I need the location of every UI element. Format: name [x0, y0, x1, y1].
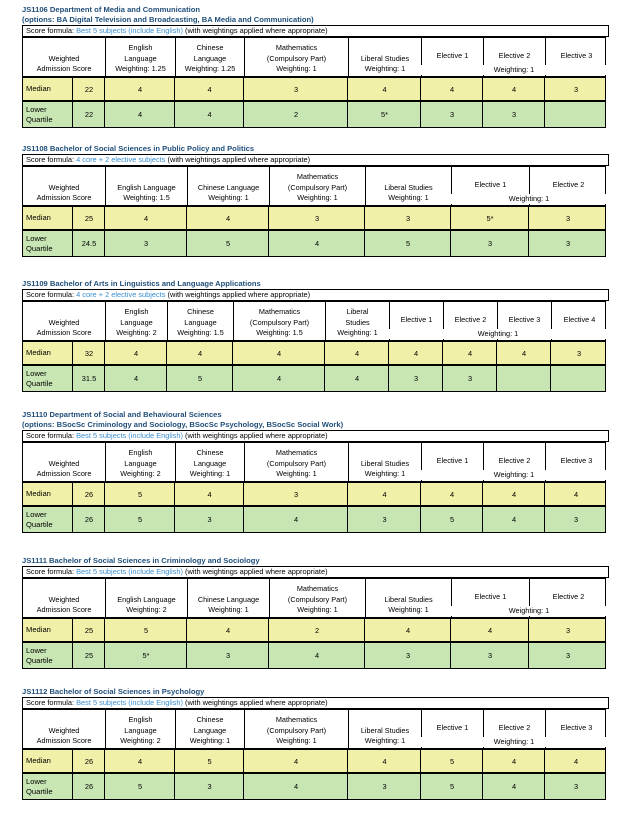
chinese-header: Chinese Language Weighting: 1.5 [167, 302, 233, 340]
column-divider [528, 619, 529, 641]
column-divider [420, 750, 421, 772]
elective-2-header: Elective 2 [529, 167, 607, 205]
median-score: 32 [84, 348, 94, 358]
mathematics-header: Mathematics (Compulsory Part) Weighting: 1 [269, 579, 365, 617]
elective-weighting: Weighting: 1 [421, 470, 607, 480]
column-divider [347, 507, 348, 532]
column-divider [550, 342, 551, 364]
column-divider [450, 207, 451, 229]
column-divider [347, 483, 348, 505]
column-divider [72, 231, 73, 256]
formula-highlight: 4 core + 2 elective subjects [76, 290, 166, 299]
column-divider [104, 619, 105, 641]
chinese-header: Chinese Language Weighting: 1 [187, 167, 269, 205]
column-divider [104, 507, 105, 532]
english-header: English Language Weighting: 2 [105, 710, 175, 748]
column-divider [243, 750, 244, 772]
elective-3-header: Elective 3 [545, 38, 607, 76]
table-header [22, 709, 606, 749]
column-divider [347, 750, 348, 772]
median-row: Median 32 4 4 4 4 4 4 4 3 [22, 341, 606, 365]
lower-quartile-score: 22 [84, 110, 94, 119]
programme-title: JS1106 Department of Media and Communication [22, 5, 201, 14]
column-divider [72, 102, 73, 127]
column-divider [72, 342, 73, 364]
column-divider [72, 366, 73, 391]
column-divider [347, 102, 348, 127]
elective-2-header: Elective 2 [483, 38, 545, 76]
column-divider [72, 507, 73, 532]
column-divider [544, 507, 545, 532]
mathematics-header: Mathematics (Compulsory Part) Weighting: 1 [244, 38, 348, 76]
programme-title: JS1112 Bachelor of Social Sciences in Psychology [22, 687, 205, 696]
mathematics-header: Mathematics (Compulsory Part) Weighting: 1 [244, 443, 348, 481]
column-divider [186, 619, 187, 641]
elective-weighting: Weighting: 1 [421, 65, 607, 75]
elective-4-header: Elective 4 [551, 302, 607, 340]
median-row: Median 26 5 4 3 4 4 4 4 [22, 482, 606, 506]
english-header: English Language Weighting: 1.5 [105, 167, 187, 205]
column-divider [104, 483, 105, 505]
formula-highlight: Best 5 subjects (include English) [76, 567, 183, 576]
column-divider [174, 102, 175, 127]
column-divider [104, 342, 105, 364]
median-score: 26 [84, 489, 94, 499]
chinese-header: Chinese Language Weighting: 1 [175, 443, 244, 481]
score-formula: Score formula: 4 core + 2 elective subjects (with weightings applied where appropriate) [22, 289, 609, 301]
column-divider [243, 102, 244, 127]
column-divider [174, 750, 175, 772]
programme-title: JS1110 Department of Social and Behavioural Sciences [22, 410, 222, 419]
column-divider [72, 643, 73, 668]
column-divider [450, 619, 451, 641]
liberal-studies-header: Liberal Studies Weighting: 1 [348, 38, 421, 76]
lower-quartile-row: Lower Quartile 26 5 3 4 3 5 4 3 [22, 506, 606, 533]
median-row: Median 25 5 4 2 4 4 3 [22, 618, 606, 642]
elective-3-header: Elective 3 [545, 443, 607, 481]
column-divider [174, 483, 175, 505]
chinese-header: Chinese Language Weighting: 1 [187, 579, 269, 617]
programme-options: (options: BSocSc Criminology and Sociology, BSocSc Psychology, BSocSc Social Work) [22, 420, 344, 429]
column-divider [174, 774, 175, 799]
mathematics-header: Mathematics (Compulsory Part) Weighting: 1 [269, 167, 365, 205]
column-divider [450, 231, 451, 256]
column-divider [347, 78, 348, 100]
column-divider [496, 342, 497, 364]
score-formula: Score formula: Best 5 subjects (include English) (with weightings applied where appropriate) [22, 697, 609, 709]
elective-1-header: Elective 1 [451, 167, 529, 205]
column-divider [528, 231, 529, 256]
formula-highlight: Best 5 subjects (include English) [76, 698, 183, 707]
english-header: English Language Weighting: 2 [105, 302, 167, 340]
column-divider [174, 507, 175, 532]
table-header [22, 442, 606, 482]
column-divider [166, 366, 167, 391]
lower-quartile-row: Lower Quartile 26 5 3 4 3 5 4 3 [22, 773, 606, 800]
column-divider [364, 207, 365, 229]
elective-1-header: Elective 1 [389, 302, 443, 340]
elective-1-header: Elective 1 [421, 443, 483, 481]
liberal-studies-header: Liberal Studies Weighting: 1 [365, 579, 451, 617]
elective-weighting: Weighting: 1 [389, 329, 607, 339]
lower-quartile-score: 24.5 [81, 239, 97, 248]
weighted-admission-header: Weighted Admission Score [36, 182, 92, 203]
column-divider [243, 774, 244, 799]
elective-weighting: Weighting: 1 [421, 737, 607, 747]
lower-quartile-row: Lower Quartile 31.5 4 5 4 4 3 3 [22, 365, 606, 392]
column-divider [186, 207, 187, 229]
median-score: 22 [84, 84, 94, 94]
median-row: Median 22 4 4 3 4 4 4 3 [22, 77, 606, 101]
programme-js1108 [22, 143, 606, 253]
weighted-admission-header: Weighted Admission Score [36, 53, 92, 74]
column-divider [420, 78, 421, 100]
english-header: English Language Weighting: 1.25 [105, 38, 175, 76]
column-divider [72, 774, 73, 799]
column-divider [104, 750, 105, 772]
score-formula: Score formula: Best 5 subjects (include English) (with weightings applied where appropriate) [22, 25, 609, 37]
elective-3-header: Elective 3 [497, 302, 551, 340]
column-divider [72, 207, 73, 229]
column-divider [544, 774, 545, 799]
column-divider [104, 207, 105, 229]
column-divider [347, 774, 348, 799]
column-divider [72, 78, 73, 100]
column-divider [186, 643, 187, 668]
column-divider [388, 342, 389, 364]
column-divider [482, 774, 483, 799]
column-divider [174, 78, 175, 100]
elective-2-header: Elective 2 [529, 579, 607, 617]
column-divider [482, 102, 483, 127]
english-header: English Language Weighting: 2 [105, 443, 175, 481]
weighted-admission-header: Weighted Admission Score [36, 594, 92, 615]
column-divider [104, 102, 105, 127]
formula-highlight: 4 core + 2 elective subjects [76, 155, 166, 164]
liberal-studies-header: Liberal Studies Weighting: 1 [365, 167, 451, 205]
elective-2-header: Elective 2 [483, 710, 545, 748]
column-divider [528, 643, 529, 668]
lower-quartile-score: 31.5 [81, 374, 97, 383]
column-divider [268, 231, 269, 256]
column-divider [72, 483, 73, 505]
chinese-header: Chinese Language Weighting: 1 [175, 710, 244, 748]
lower-quartile-score: 26 [84, 782, 94, 791]
programme-js1106 [22, 4, 606, 124]
weighted-admission-header: Weighted Admission Score [36, 458, 92, 479]
column-divider [544, 78, 545, 100]
liberal-studies-header: Liberal Studies Weighting: 1 [348, 443, 421, 481]
column-divider [268, 643, 269, 668]
mathematics-header: Mathematics (Compulsory Part) Weighting: 1 [244, 710, 348, 748]
programme-js1112 [22, 686, 606, 796]
elective-weighting: Weighting: 1 [451, 194, 607, 204]
column-divider [420, 102, 421, 127]
column-divider [482, 507, 483, 532]
mathematics-header: Mathematics (Compulsory Part) Weighting: 1.5 [233, 302, 325, 340]
column-divider [104, 366, 105, 391]
column-divider [324, 342, 325, 364]
column-divider [104, 78, 105, 100]
column-divider [388, 366, 389, 391]
elective-2-header: Elective 2 [483, 443, 545, 481]
column-divider [442, 366, 443, 391]
median-row: Median 25 4 4 3 3 5* 3 [22, 206, 606, 230]
english-header: English Language Weighting: 2 [105, 579, 187, 617]
column-divider [104, 774, 105, 799]
score-formula: Score formula: Best 5 subjects (include English) (with weightings applied where appropriate) [22, 430, 609, 442]
formula-highlight: Best 5 subjects (include English) [76, 431, 183, 440]
elective-1-header: Elective 1 [421, 38, 483, 76]
column-divider [72, 619, 73, 641]
liberal-studies-header: Liberal Studies Weighting: 1 [325, 302, 389, 340]
column-divider [364, 643, 365, 668]
column-divider [268, 619, 269, 641]
column-divider [364, 231, 365, 256]
column-divider [420, 507, 421, 532]
column-divider [232, 342, 233, 364]
score-formula: Score formula: Best 5 subjects (include English) (with weightings applied where appropriate) [22, 566, 609, 578]
column-divider [364, 619, 365, 641]
column-divider [544, 102, 545, 127]
column-divider [232, 366, 233, 391]
column-divider [442, 342, 443, 364]
table-header [22, 37, 606, 77]
programme-js1109 [22, 278, 606, 388]
lower-quartile-row: Lower Quartile 22 4 4 2 5* 3 3 [22, 101, 606, 128]
programme-options: (options: BA Digital Television and Broadcasting, BA Media and Communication) [22, 15, 314, 24]
weighted-admission-header: Weighted Admission Score [36, 317, 92, 338]
table-header [22, 166, 606, 206]
lower-quartile-score: 26 [84, 515, 94, 524]
column-divider [420, 774, 421, 799]
lower-quartile-row: Lower Quartile 25 5* 3 4 3 3 3 [22, 642, 606, 669]
table-header [22, 301, 606, 341]
programme-js1110 [22, 409, 606, 529]
programme-title: JS1108 Bachelor of Social Sciences in Public Policy and Politics [22, 144, 255, 153]
column-divider [550, 366, 551, 391]
column-divider [496, 366, 497, 391]
programme-title: JS1111 Bachelor of Social Sciences in Criminology and Sociology [22, 556, 260, 565]
column-divider [528, 207, 529, 229]
column-divider [482, 750, 483, 772]
elective-weighting: Weighting: 1 [451, 606, 607, 616]
column-divider [104, 231, 105, 256]
column-divider [186, 231, 187, 256]
chinese-header: Chinese Language Weighting: 1.25 [175, 38, 244, 76]
column-divider [72, 750, 73, 772]
weighted-admission-header: Weighted Admission Score [36, 725, 92, 746]
elective-1-header: Elective 1 [421, 710, 483, 748]
median-row: Median 26 4 5 4 4 5 4 4 [22, 749, 606, 773]
lower-quartile-score: 25 [84, 651, 94, 660]
column-divider [104, 643, 105, 668]
column-divider [243, 507, 244, 532]
lower-quartile-row: Lower Quartile 24.5 3 5 4 5 3 3 [22, 230, 606, 257]
column-divider [420, 483, 421, 505]
table-header [22, 578, 606, 618]
elective-1-header: Elective 1 [451, 579, 529, 617]
column-divider [482, 78, 483, 100]
column-divider [544, 750, 545, 772]
column-divider [324, 366, 325, 391]
column-divider [166, 342, 167, 364]
median-score: 25 [84, 625, 94, 635]
median-score: 26 [84, 756, 94, 766]
column-divider [268, 207, 269, 229]
elective-3-header: Elective 3 [545, 710, 607, 748]
formula-highlight: Best 5 subjects (include English) [76, 26, 183, 35]
median-score: 25 [84, 213, 94, 223]
score-formula: Score formula: 4 core + 2 elective subjects (with weightings applied where appropriate) [22, 154, 609, 166]
programme-js1111 [22, 555, 606, 665]
programme-title: JS1109 Bachelor of Arts in Linguistics and Language Applications [22, 279, 261, 288]
column-divider [544, 483, 545, 505]
elective-2-header: Elective 2 [443, 302, 497, 340]
liberal-studies-header: Liberal Studies Weighting: 1 [348, 710, 421, 748]
column-divider [482, 483, 483, 505]
column-divider [243, 483, 244, 505]
column-divider [450, 643, 451, 668]
column-divider [243, 78, 244, 100]
